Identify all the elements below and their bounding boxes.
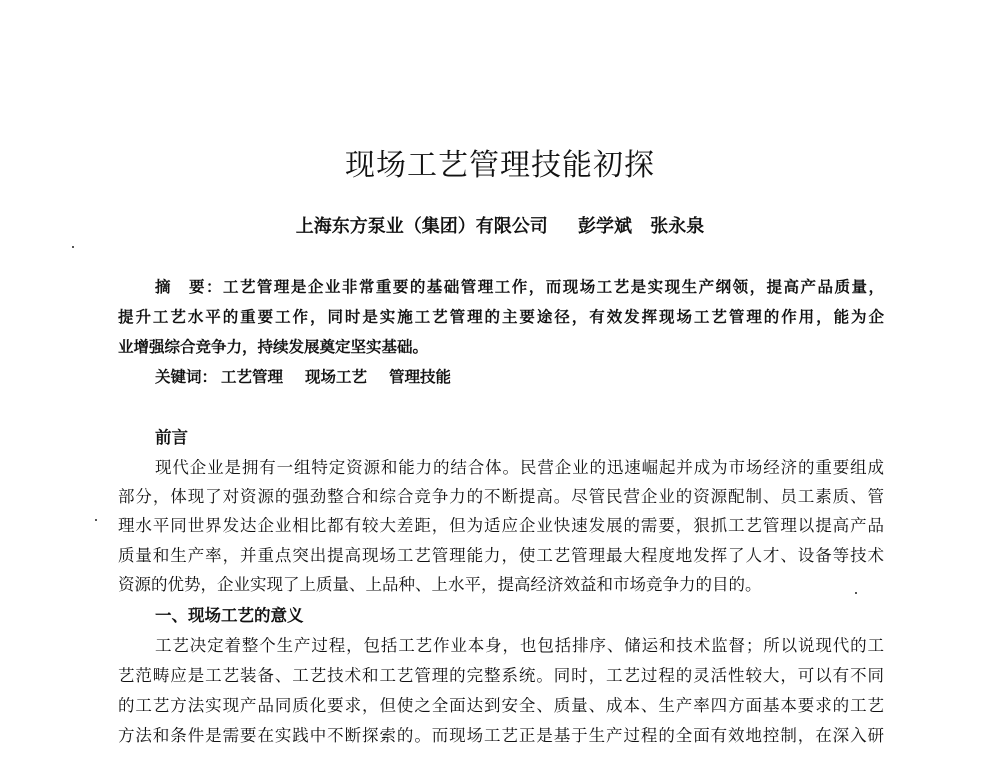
author-name: 张永泉 [650, 216, 705, 237]
author-organization: 上海东方泵业（集团）有限公司 [295, 216, 548, 237]
body-line: 工艺决定着整个生产过程，包括工艺作业本身，也包括排序、储运和技术监督；所以说现代的工 [155, 636, 884, 655]
body-line: 艺范畴应是工艺装备、工艺技术和工艺管理的完整系统。同时，工艺过程的灵活性较大，可以有不同 [118, 666, 884, 685]
keyword: 管理技能 [389, 367, 452, 386]
body-line: 资源的优势，企业实现了上质量、上品种、上水平，提高经济效益和市场竞争力的目的。 [118, 575, 762, 594]
body-line: 的工艺方法实现产品同质化要求，但使之全面达到安全、质量、成本、生产率四方面基本要求的工艺 [118, 696, 884, 715]
body-line: 部分，体现了对资源的强劲整合和综合竞争力的不断提高。尽管民营企业的资源配制、员工素质、管 [118, 487, 884, 506]
author-name: 彭学斌 [578, 216, 632, 237]
body-line: 方法和条件是需要在实践中不断探索的。而现场工艺正是基于生产过程的全面有效地控制，在深入研 [118, 726, 884, 745]
abstract-label: 摘 要： [155, 277, 223, 296]
section-heading: 一、现场工艺的意义 [155, 606, 304, 625]
scan-speck [95, 519, 97, 521]
body-line: 理水平同世界发达企业相比都有较大差距，但为适应企业快速发展的需要，狠抓工艺管理以提高产品 [118, 516, 884, 535]
abstract-line: 摘 要：工艺管理是企业非常重要的基础管理工作，而现场工艺是实现生产纲领，提高产品质量， [155, 277, 884, 296]
abstract-line: 业增强综合竞争力，持续发展奠定坚实基础。 [118, 337, 429, 356]
section-heading: 前言 [155, 428, 188, 447]
scan-speck [855, 592, 857, 594]
body-line: 质量和生产率，并重点突出提高现场工艺管理能力，使工艺管理最大程度地发挥了人才、设备等技术 [118, 546, 884, 565]
document-title: 现场工艺管理技能初探 [345, 148, 655, 183]
body-line: 现代企业是拥有一组特定资源和能力的结合体。民营企业的迅速崛起并成为市场经济的重要组成 [155, 458, 884, 477]
scan-speck [72, 246, 74, 248]
keyword: 工艺管理 [221, 367, 284, 386]
author-line [0, 212, 1000, 238]
keyword: 现场工艺 [305, 367, 368, 386]
keywords [155, 366, 884, 388]
keywords-label: 关键词： [155, 367, 218, 386]
abstract-line: 提升工艺水平的重要工作，同时是实施工艺管理的主要途径，有效发挥现场工艺管理的作用，能为企 [118, 307, 884, 326]
